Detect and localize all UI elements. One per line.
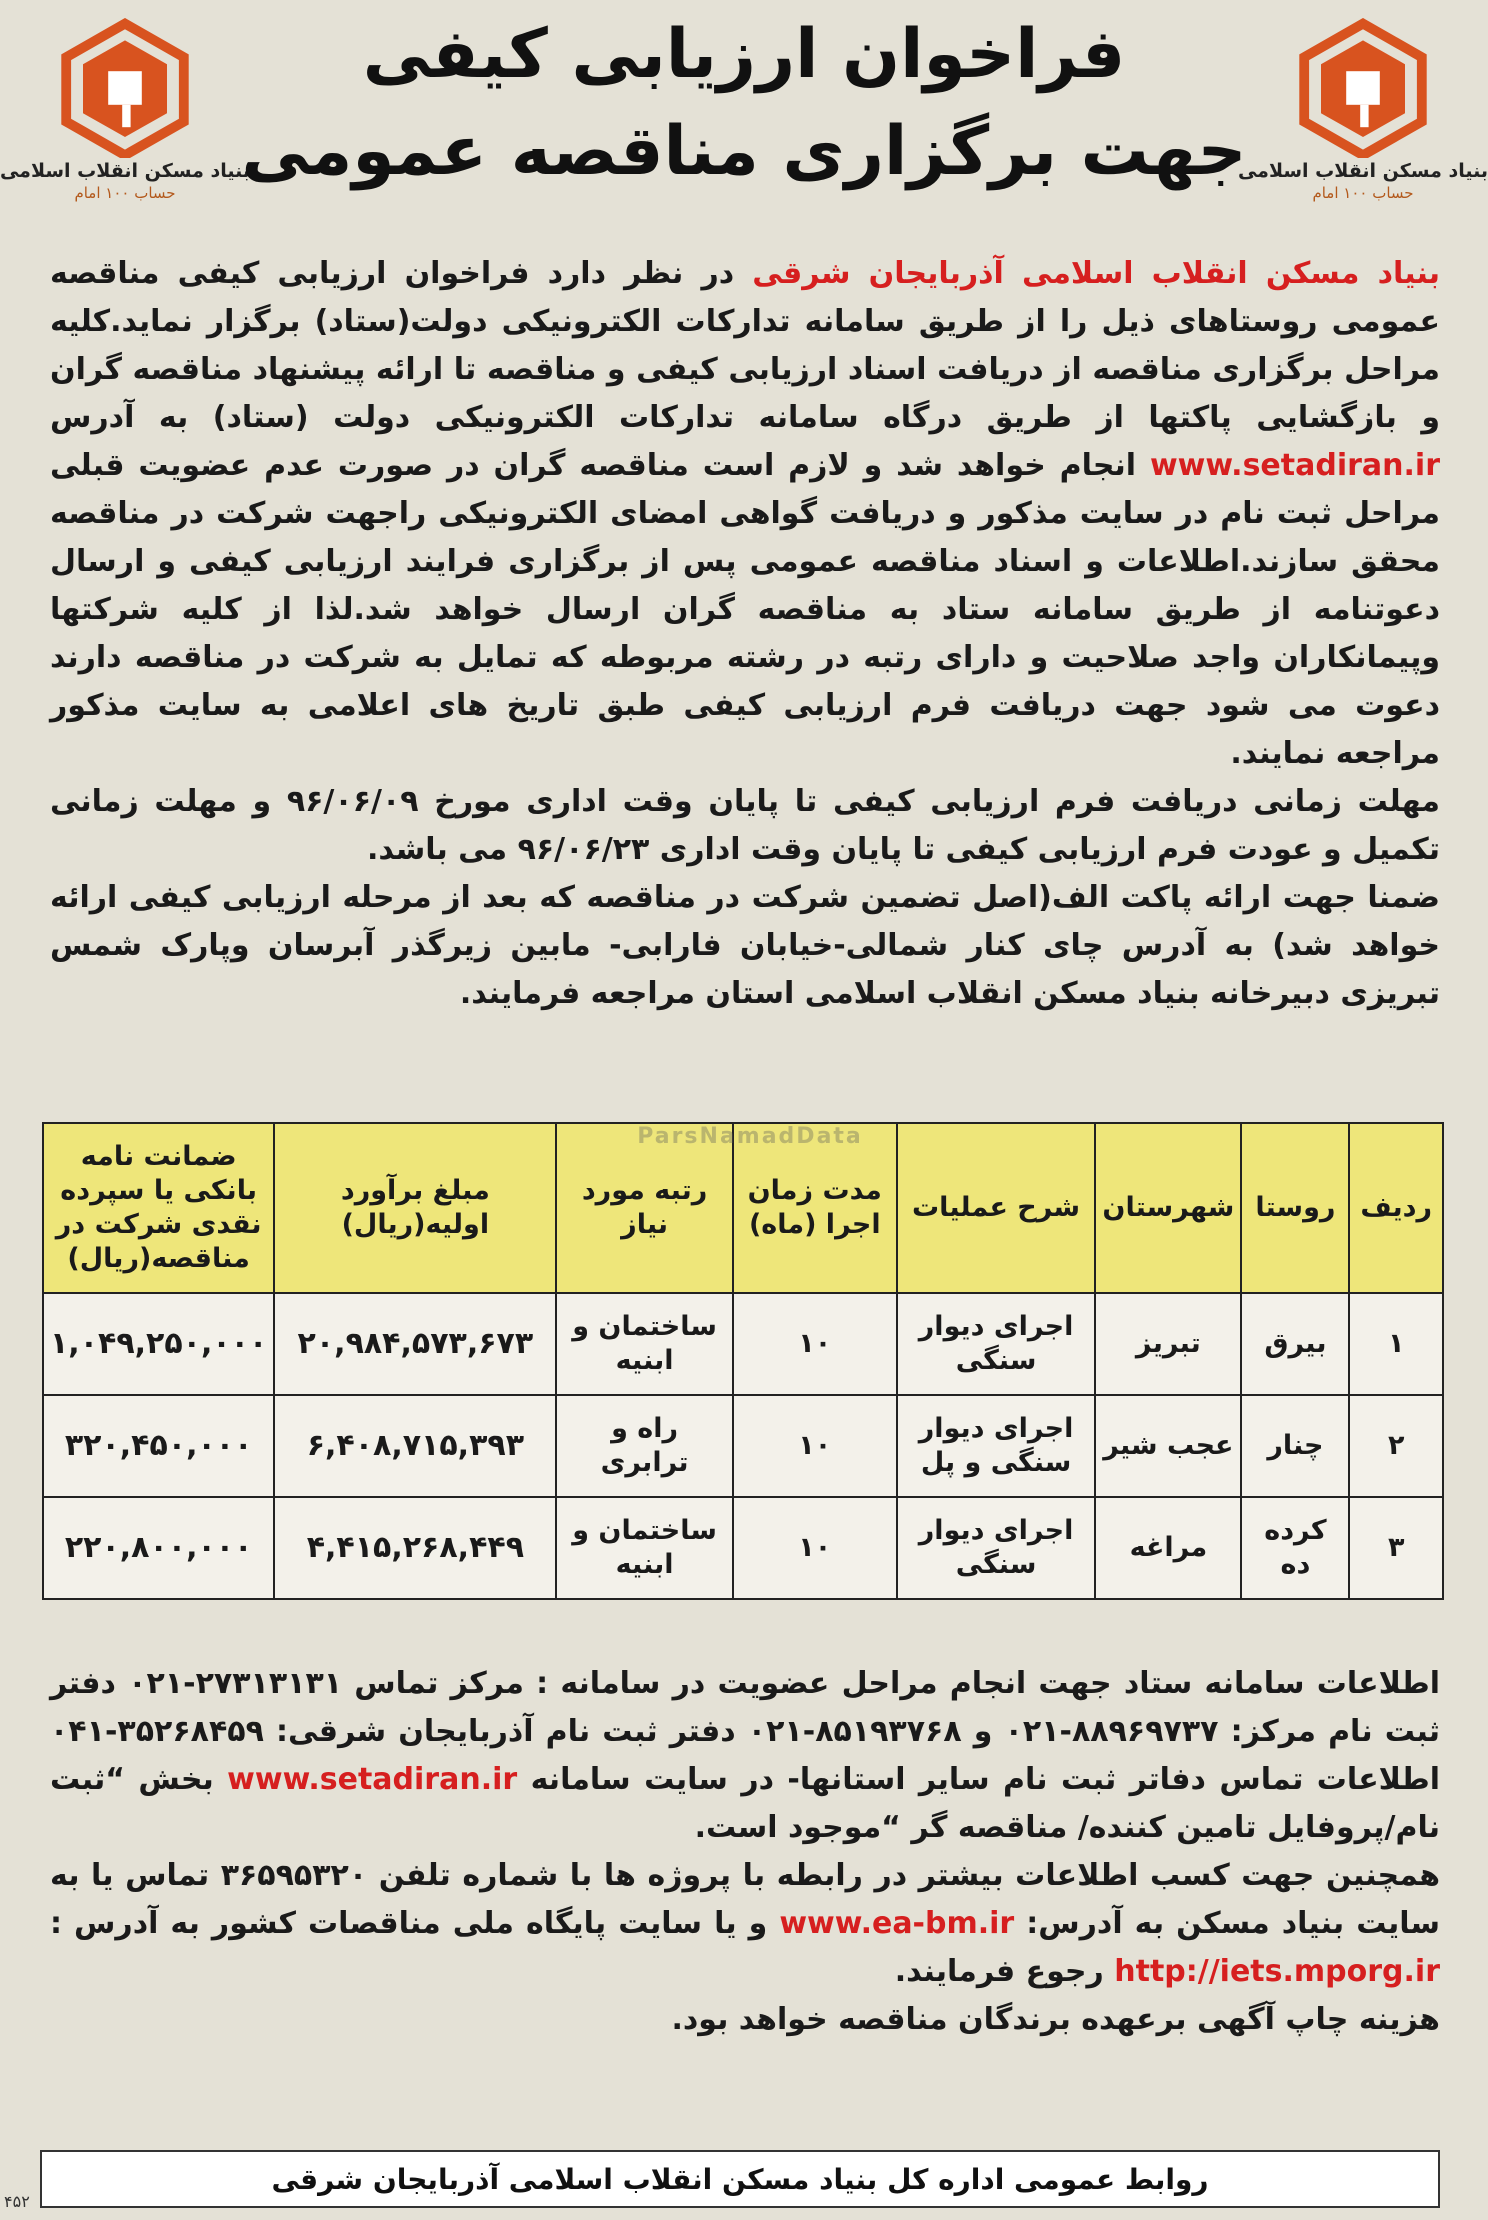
logo-right (1237, 18, 1488, 228)
housing-foundation-logo-icon (50, 18, 200, 158)
col-header-row-no: ردیف (1349, 1123, 1443, 1293)
cell-estimate: ۶,۴۰۸,۷۱۵,۳۹۳ (274, 1395, 556, 1497)
setadiran-link[interactable]: www.setadiran.ir (227, 1762, 518, 1797)
col-header-estimate: مبلغ برآورد اولیه(ریال) (274, 1123, 556, 1293)
organization-name: بنیاد مسکن انقلاب اسلامی آذربایجان شرقی (752, 256, 1440, 291)
header (0, 6, 1488, 236)
housing-foundation-logo-icon (1288, 18, 1438, 158)
cell-duration: ۱۰ (733, 1497, 897, 1599)
cell-guarantee: ۲۲۰,۸۰۰,۰۰۰ (43, 1497, 274, 1599)
cell-county: مراغه (1095, 1497, 1241, 1599)
logo-sub: حساب ۱۰۰ امام (1312, 184, 1414, 202)
more-info-paragraph (50, 1852, 1440, 1996)
cell-row-no: ۳ (1349, 1497, 1443, 1599)
cell-grade: ساختمان و ابنیه (556, 1293, 732, 1395)
cell-duration: ۱۰ (733, 1293, 897, 1395)
title-line-1: فراخوان ارزیابی کیفی (362, 15, 1126, 94)
projects-table-wrap (42, 1122, 1444, 1600)
table-row (43, 1395, 1443, 1497)
footer-text (50, 1660, 1440, 2044)
table-row (43, 1497, 1443, 1599)
col-header-guarantee: ضمانت نامه بانکی یا سپرده نقدی شرکت در مناقصه(ریال) (43, 1123, 274, 1293)
col-header-county: شهرستان (1095, 1123, 1241, 1293)
envelope-paragraph: ضمنا جهت ارائه پاکت الف(اصل تضمین شرکت در مناقصه که بعد از مرحله ارزیابی کیفی ارائه خواهد شد) به آدرس چای کنار شمالی-خیابان فارابی- مابین زیرگذر آبرسان وپارک شمس تبریزی دبیرخانه بنیاد مسکن انقلاب اسلامی استان مراجعه فرمایند. (50, 880, 1440, 1011)
table-row (43, 1293, 1443, 1395)
cell-village: کرده ده (1241, 1497, 1349, 1599)
intro-paragraph-1 (50, 250, 1440, 778)
page-number: ۴۵۲ (4, 2192, 30, 2211)
col-header-operation: شرح عملیات (897, 1123, 1096, 1293)
ea-bm-link[interactable]: www.ea-bm.ir (779, 1906, 1015, 1941)
col-header-grade: رتبه مورد نیاز (556, 1123, 732, 1293)
cell-village: بیرق (1241, 1293, 1349, 1395)
public-relations-banner: روابط عمومی اداره کل بنیاد مسکن انقلاب اسلامی آذربایجان شرقی (40, 2150, 1440, 2208)
print-cost-paragraph: هزینه چاپ آگهی برعهده برندگان مناقصه خواهد بود. (671, 2002, 1440, 2037)
intro-text (50, 250, 1440, 1018)
col-header-duration: مدت زمان اجرا (ماه) (733, 1123, 897, 1293)
logo-left (0, 18, 251, 228)
cell-county: عجب شیر (1095, 1395, 1241, 1497)
cell-estimate: ۲۰,۹۸۴,۵۷۳,۶۷۳ (274, 1293, 556, 1395)
contact-text-b: بخش “ثبت نام/پروفایل تامین کننده/ مناقصه گر “موجود است. (50, 1762, 1440, 1845)
page-title (230, 6, 1258, 200)
more-info-text-b: و یا سایت پایگاه ملی مناقصات کشور به آدرس : (50, 1906, 780, 1941)
cell-grade: راه و ترابری (556, 1395, 732, 1497)
logo-name: بنیاد مسکن انقلاب اسلامی (0, 160, 251, 182)
more-info-text-a: همچنین جهت کسب اطلاعات بیشتر در رابطه با پروژه ها با شماره تلفن ۳۶۵۹۵۳۲۰ تماس یا به سایت بنیاد مسکن به آدرس: (50, 1858, 1440, 1941)
cell-village: چنار (1241, 1395, 1349, 1497)
intro-text-a: در نظر دارد فراخوان ارزیابی کیفی مناقصه عمومی روستاهای ذیل را از طریق سامانه تدارکات الکترونیکی دولت(ستاد) برگزار نماید.کلیه مراحل برگزاری مناقصه از دریافت اسناد ارزیابی کیفی و مناقصه تا ارائه پیشنهاد مناقصه گران و بازگشایی پاکتها از طریق درگاه سامانه تدارکات الکترونیکی دولت (ستاد) به آدرس (50, 256, 1440, 435)
watermark: ParsNamadData (637, 1124, 863, 1149)
cell-operation: اجرای دیوار سنگی و پل (897, 1395, 1096, 1497)
logo-sub: حساب ۱۰۰ امام (74, 184, 176, 202)
deadline-paragraph: مهلت زمانی دریافت فرم ارزیابی کیفی تا پایان وقت اداری مورخ ۹۶/۰۶/۰۹ و مهلت زمانی تکمیل و عودت فرم ارزیابی کیفی تا پایان وقت اداری ۹۶/۰۶/۲۳ می باشد. (50, 784, 1440, 867)
cell-estimate: ۴,۴۱۵,۲۶۸,۴۴۹ (274, 1497, 556, 1599)
more-info-text-c: رجوع فرمایند. (894, 1954, 1115, 1989)
projects-table (42, 1122, 1444, 1600)
setadiran-link[interactable]: www.setadiran.ir (1149, 448, 1440, 483)
cell-operation: اجرای دیوار سنگی (897, 1497, 1096, 1599)
cell-guarantee: ۳۲۰,۴۵۰,۰۰۰ (43, 1395, 274, 1497)
cell-grade: ساختمان و ابنیه (556, 1497, 732, 1599)
logo-name: بنیاد مسکن انقلاب اسلامی (1237, 160, 1488, 182)
contact-text-a: اطلاعات سامانه ستاد جهت انجام مراحل عضویت در سامانه : مرکز تماس ۲۷۳۱۳۱۳۱-۰۲۱ دفتر ثبت نام مرکز: ۸۸۹۶۹۷۳۷-۰۲۱ و ۸۵۱۹۳۷۶۸-۰۲۱ دفتر ثبت نام آذربایجان شرقی: ۳۵۲۶۸۴۵۹-۰۴۱ اطلاعات تماس دفاتر ثبت نام سایر استانها- در سایت سامانه (50, 1666, 1441, 1797)
cell-row-no: ۱ (1349, 1293, 1443, 1395)
cell-operation: اجرای دیوار سنگی (897, 1293, 1096, 1395)
cell-county: تبریز (1095, 1293, 1241, 1395)
title-line-2: جهت برگزاری مناقصه عمومی (241, 112, 1247, 191)
iets-link[interactable]: http://iets.mporg.ir (1114, 1954, 1440, 1989)
intro-text-b: انجام خواهد شد و لازم است مناقصه گران در صورت عدم عضویت قبلی مراحل ثبت نام در سایت مذکور و دریافت گواهی امضای الکترونیکی راجهت شرکت در مناقصه محقق سازند.اطلاعات و اسناد مناقصه عمومی پس از برگزاری فرایند ارزیابی کیفی و ارسال دعوتنامه از طریق سامانه ستاد به مناقصه گران ارسال خواهد شد.لذا از کلیه شرکتها وپیمانکاران واجد صلاحیت و دارای رتبه در رشته مربوطه که تمایل به شرکت در مناقصه دارند دعوت می شود جهت دریافت فرم ارزیابی کیفی طبق تاریخ های اعلامی به سایت مذکور مراجعه نمایند. (50, 448, 1440, 771)
cell-duration: ۱۰ (733, 1395, 897, 1497)
col-header-village: روستا (1241, 1123, 1349, 1293)
contact-paragraph (50, 1660, 1440, 1852)
cell-row-no: ۲ (1349, 1395, 1443, 1497)
cell-guarantee: ۱,۰۴۹,۲۵۰,۰۰۰ (43, 1293, 274, 1395)
